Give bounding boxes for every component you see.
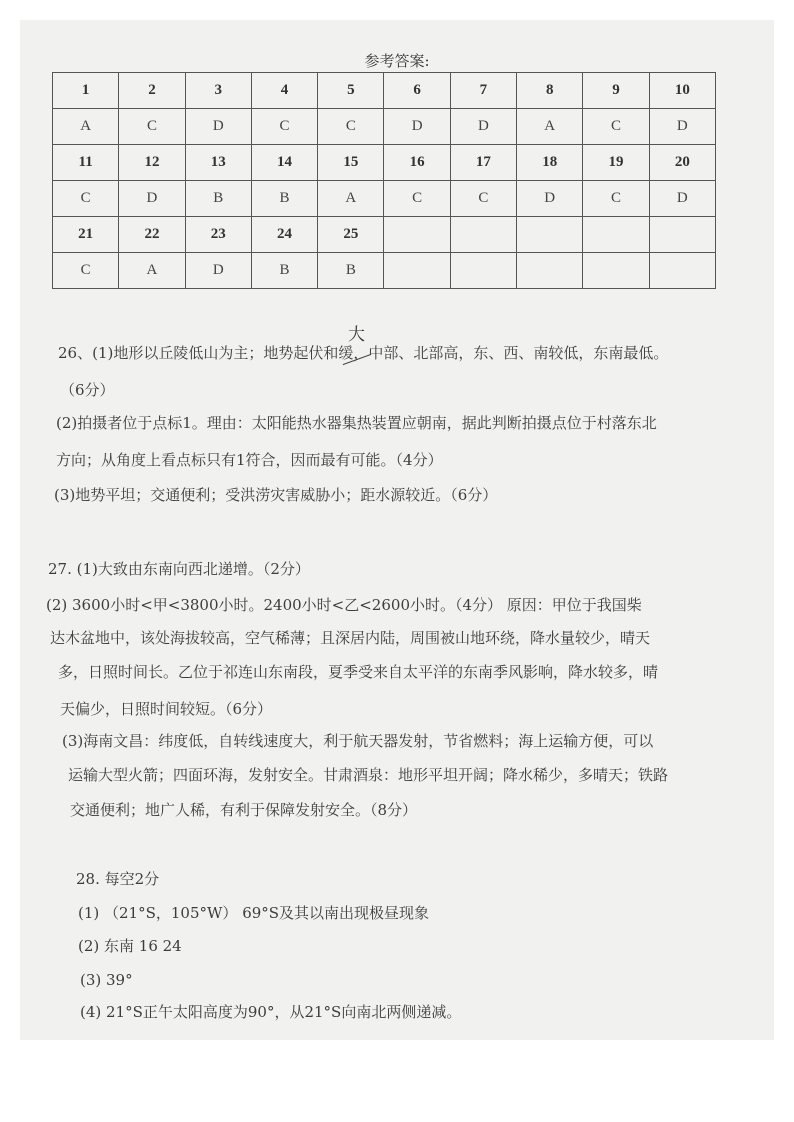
question-number-cell: 14: [251, 145, 317, 181]
answer-cell: [517, 253, 583, 289]
answer-cell: C: [450, 181, 516, 217]
question-number-cell: 25: [318, 217, 384, 253]
answer-cell: C: [583, 181, 649, 217]
question-number-cell: 3: [185, 73, 251, 109]
question-number-cell: [384, 217, 450, 253]
q28-item3: (3) 39°: [80, 971, 133, 989]
answer-cell: B: [251, 253, 317, 289]
question-number-cell: 15: [318, 145, 384, 181]
q26-part3: (3)地势平坦；交通便利；受洪涝灾害威胁小；距水源较近。（6分）: [54, 486, 498, 504]
q26-part2-line1: (2)拍摄者位于点标1。理由：太阳能热水器集热装置应朝南，据此判断拍摄点位于村落东北: [56, 414, 657, 432]
question-number-cell: 24: [251, 217, 317, 253]
question-number-cell: 16: [384, 145, 450, 181]
answer-cell: B: [318, 253, 384, 289]
answer-cell: C: [251, 109, 317, 145]
q27-part1: 27. (1)大致由东南向西北递增。（2分）: [48, 560, 310, 578]
answer-cell: [649, 253, 715, 289]
question-number-cell: [517, 217, 583, 253]
question-number-cell: 8: [517, 73, 583, 109]
question-number-cell: 9: [583, 73, 649, 109]
answer-cell: D: [185, 109, 251, 145]
answer-cell: [384, 253, 450, 289]
answer-key-title: 参考答案:: [364, 52, 430, 70]
q26-part1-line1: 26、(1)地形以丘陵低山为主；地势起伏和缓，中部、北部高，东、西、南较低，东南最低。: [58, 344, 669, 362]
answer-cell: C: [384, 181, 450, 217]
answer-cell: D: [517, 181, 583, 217]
question-number-cell: 7: [450, 73, 516, 109]
answer-cell: C: [583, 109, 649, 145]
answer-cell: D: [450, 109, 516, 145]
question-number-cell: 22: [119, 217, 185, 253]
q27-part3-line2: 运输大型火箭；四面环海，发射安全。甘肃酒泉：地形平坦开阔；降水稀少，多晴天；铁路: [68, 766, 669, 784]
answer-cell: C: [119, 109, 185, 145]
question-number-cell: 13: [185, 145, 251, 181]
q26-part2-line2: 方向；从角度上看点标只有1符合，因而最有可能。（4分）: [56, 451, 443, 469]
answer-row: [53, 109, 716, 145]
answer-cell: A: [119, 253, 185, 289]
question-number-cell: 20: [649, 145, 715, 181]
question-number-cell: [649, 217, 715, 253]
answer-cell: D: [185, 253, 251, 289]
answer-cell: B: [185, 181, 251, 217]
question-number-cell: 2: [119, 73, 185, 109]
answer-cell: [450, 253, 516, 289]
question-number-cell: [450, 217, 516, 253]
question-number-cell: 1: [53, 73, 119, 109]
answer-cell: D: [384, 109, 450, 145]
answer-row: [53, 181, 716, 217]
question-number-cell: 17: [450, 145, 516, 181]
q28-item4: (4) 21°S正午太阳高度为90°，从21°S向南北两侧递减。: [80, 1003, 462, 1021]
handwritten-correction: 大: [348, 325, 365, 345]
q27-part2-line1: (2) 3600小时<甲<3800小时。2400小时<乙<2600小时。（4分） 原因：甲位于我国柴: [46, 596, 642, 614]
answer-cell: A: [53, 109, 119, 145]
q27-part3-line3: 交通便利；地广人稀，有利于保障发射安全。（8分）: [70, 801, 418, 819]
answer-sheet: [20, 20, 774, 1040]
answer-row: [53, 253, 716, 289]
question-number-cell: 5: [318, 73, 384, 109]
question-number-cell: 18: [517, 145, 583, 181]
q28-header: 28. 每空2分: [76, 870, 160, 888]
question-number-cell: 4: [251, 73, 317, 109]
question-number-cell: 6: [384, 73, 450, 109]
answer-cell: C: [53, 253, 119, 289]
answer-cell: A: [517, 109, 583, 145]
question-number-cell: [583, 217, 649, 253]
answer-cell: D: [649, 109, 715, 145]
answer-cell: D: [119, 181, 185, 217]
answer-table: [52, 72, 716, 289]
q27-part3-line1: (3)海南文昌：纬度低，自转线速度大，利于航天器发射，节省燃料；海上运输方便，可以: [62, 732, 654, 750]
q28-item1: (1) （21°S，105°W） 69°S及其以南出现极昼现象: [78, 904, 430, 922]
answer-cell: D: [649, 181, 715, 217]
question-number-cell: 11: [53, 145, 119, 181]
question-number-row: [53, 73, 716, 109]
q26-part1-score: （6分）: [60, 381, 115, 399]
answer-cell: [583, 253, 649, 289]
question-number-cell: 23: [185, 217, 251, 253]
question-number-cell: 12: [119, 145, 185, 181]
answer-cell: C: [318, 109, 384, 145]
question-number-row: [53, 217, 716, 253]
q28-item2: (2) 东南 16 24: [78, 937, 182, 955]
answer-cell: C: [53, 181, 119, 217]
answer-cell: A: [318, 181, 384, 217]
q27-part2-line3: 多，日照时间长。乙位于祁连山东南段，夏季受来自太平洋的东南季风影响，降水较多，晴: [58, 663, 659, 681]
question-number-cell: 19: [583, 145, 649, 181]
q27-part2-line4: 天偏少，日照时间较短。（6分）: [60, 700, 273, 718]
question-number-cell: 10: [649, 73, 715, 109]
question-number-cell: 21: [53, 217, 119, 253]
answer-cell: B: [251, 181, 317, 217]
question-number-row: [53, 145, 716, 181]
q27-part2-line2: 达木盆地中，该处海拔较高，空气稀薄；且深居内陆，周围被山地环绕，降水量较少，晴天: [50, 629, 651, 647]
